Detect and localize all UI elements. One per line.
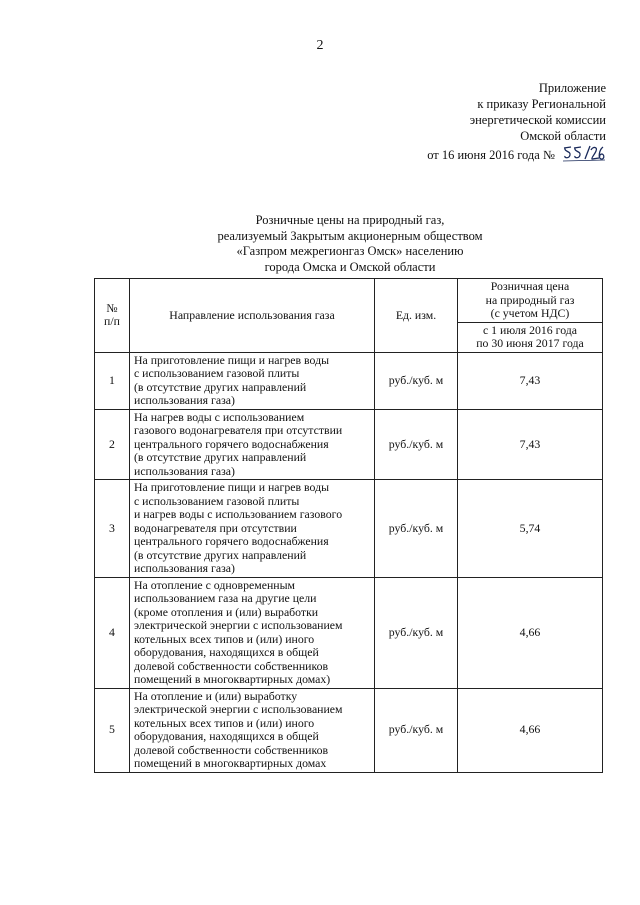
appendix-line: Омской области bbox=[520, 129, 606, 143]
document-title bbox=[90, 213, 610, 275]
row-price: 7,43 bbox=[458, 352, 603, 409]
direction-line: водонагревателя при отсутствии bbox=[134, 520, 297, 535]
appendix-header bbox=[427, 80, 606, 163]
header-num: № п/п bbox=[95, 279, 130, 353]
direction-line: и нагрев воды с использованием газового bbox=[134, 507, 343, 521]
direction-line: На приготовление пищи и нагрев воды bbox=[134, 480, 330, 494]
direction-line: (в отсутствие других направлений bbox=[134, 547, 307, 562]
row-price: 4,66 bbox=[458, 577, 603, 688]
direction-line: электрической энергии с использованием bbox=[134, 702, 343, 716]
header-unit: Ед. изм. bbox=[375, 279, 458, 353]
row-unit: руб./куб. м bbox=[375, 688, 458, 772]
direction-line: На приготовление пищи и нагрев воды bbox=[134, 352, 330, 367]
row-number: 1 bbox=[95, 352, 130, 409]
direction-line: (в отсутствие других направлений bbox=[134, 379, 307, 394]
row-direction bbox=[130, 352, 375, 409]
direction-line: (кроме отопления и (или) выработки bbox=[134, 604, 319, 619]
direction-line: использования газа) bbox=[134, 393, 235, 407]
direction-line: центрального горячего водоснабжения bbox=[134, 534, 329, 548]
row-direction bbox=[130, 688, 375, 772]
title-line: Розничные цены на природный газ, bbox=[255, 213, 445, 227]
row-price: 4,66 bbox=[458, 688, 603, 772]
direction-line: помещений в многоквартирных домах bbox=[134, 756, 327, 770]
title-line: «Газпром межрегионгаз Омск» населению bbox=[236, 244, 464, 258]
row-number: 2 bbox=[95, 409, 130, 480]
appendix-line: к приказу Региональной bbox=[477, 97, 606, 111]
direction-line: с использованием газовой плиты bbox=[134, 493, 300, 508]
table-row bbox=[95, 480, 603, 578]
row-unit: руб./куб. м bbox=[375, 480, 458, 578]
direction-line: долевой собственности собственников bbox=[134, 742, 329, 757]
direction-line: На нагрев воды с использованием bbox=[134, 409, 305, 424]
header-period: с 1 июля 2016 года по 30 июня 2017 года bbox=[458, 322, 603, 352]
table-row bbox=[95, 409, 603, 480]
direction-line: долевой собственности собственников bbox=[134, 658, 329, 673]
direction-line: использования газа) bbox=[134, 561, 235, 575]
appendix-date-line bbox=[427, 144, 606, 163]
row-unit: руб./куб. м bbox=[375, 577, 458, 688]
price-table bbox=[94, 278, 603, 773]
row-direction bbox=[130, 577, 375, 688]
direction-line: с использованием газовой плиты bbox=[134, 366, 300, 380]
row-unit: руб./куб. м bbox=[375, 409, 458, 480]
table-row bbox=[95, 577, 603, 688]
direction-line: газового водонагревателя при отсутствии bbox=[134, 423, 343, 437]
header-price: Розничная цена на природный газ (с учетом НДС) bbox=[458, 279, 603, 323]
row-unit: руб./куб. м bbox=[375, 352, 458, 409]
title-line: реализуемый Закрытым акционерным обществом bbox=[217, 228, 483, 243]
row-number: 3 bbox=[95, 480, 130, 578]
direction-line: На отопление и (или) выработку bbox=[134, 688, 298, 703]
row-price: 5,74 bbox=[458, 480, 603, 578]
direction-line: электрической энергии с использованием bbox=[134, 618, 343, 632]
row-number: 4 bbox=[95, 577, 130, 688]
direction-line: (в отсутствие других направлений bbox=[134, 450, 307, 464]
page-number: 2 bbox=[316, 38, 324, 53]
appendix-line: Приложение bbox=[538, 81, 606, 95]
direction-line: оборудования, находящихся в общей bbox=[134, 729, 319, 743]
header-direction: Направление использования газа bbox=[130, 279, 375, 353]
direction-line: оборудования, находящихся в общей bbox=[134, 645, 319, 659]
direction-line: помещений в многоквартирных домах) bbox=[134, 672, 331, 686]
direction-line: использования газа) bbox=[134, 463, 235, 478]
row-direction bbox=[130, 409, 375, 480]
direction-line: центрального горячего водоснабжения bbox=[134, 436, 329, 451]
row-price: 7,43 bbox=[458, 409, 603, 480]
table-header-row bbox=[95, 279, 603, 323]
row-direction bbox=[130, 480, 375, 578]
title-line: города Омска и Омской области bbox=[264, 259, 436, 274]
direction-line: На отопление с одновременным bbox=[134, 577, 295, 592]
direction-line: котельных всех типов и (или) иного bbox=[134, 631, 315, 646]
direction-line: использованием газа на другие цели bbox=[134, 591, 317, 605]
direction-line: котельных всех типов и (или) иного bbox=[134, 715, 315, 730]
table-row bbox=[95, 688, 603, 772]
order-number-handwriting-icon bbox=[562, 144, 606, 162]
appendix-line: энергетической комиссии bbox=[469, 113, 606, 127]
table-row bbox=[95, 352, 603, 409]
row-number: 5 bbox=[95, 688, 130, 772]
appendix-date-text: от 16 июня 2016 года № bbox=[427, 148, 555, 162]
